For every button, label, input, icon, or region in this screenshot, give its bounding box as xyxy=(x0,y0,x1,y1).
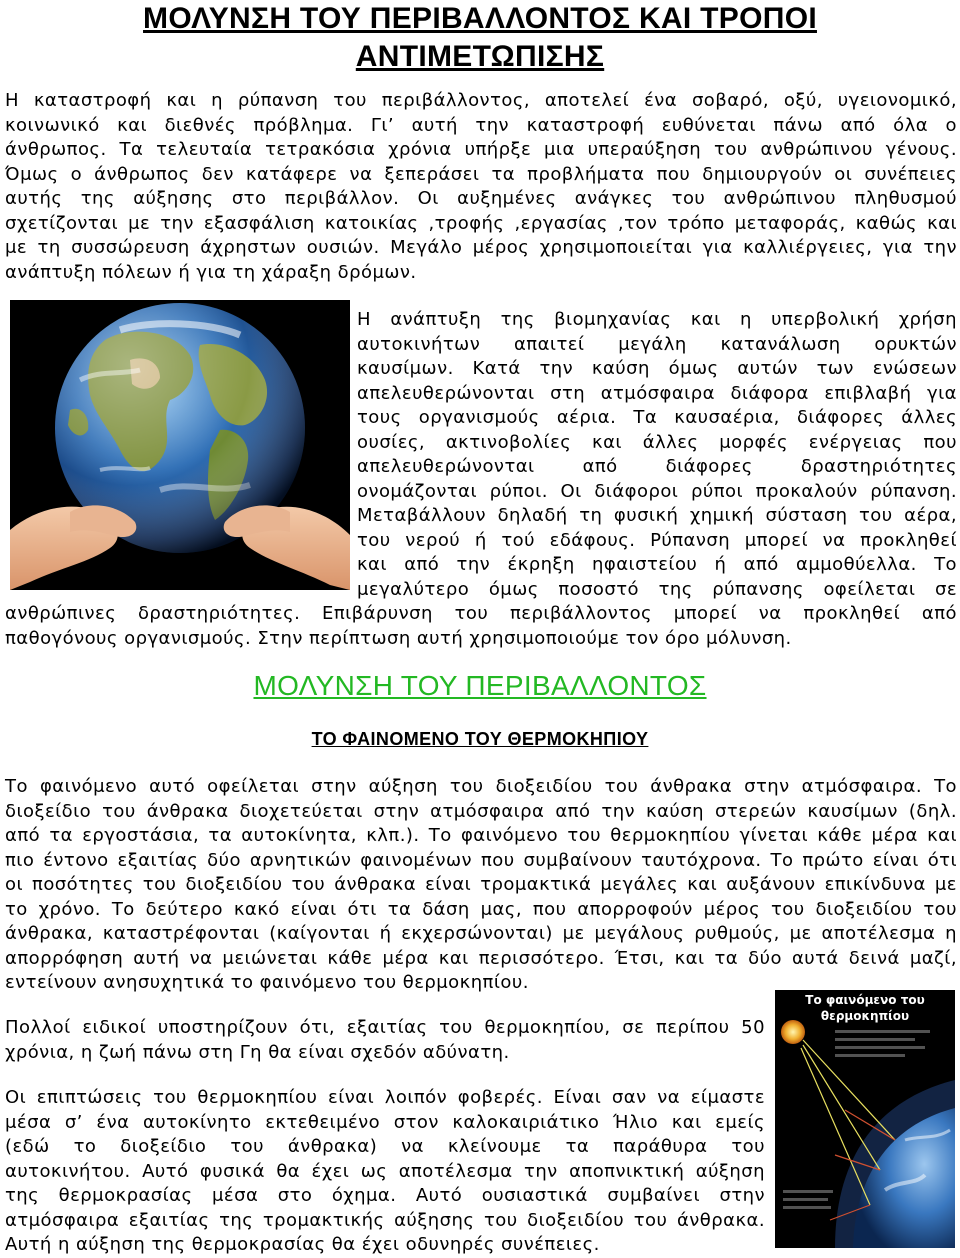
intro-line: Η καταστροφή και η ρύπανση του περιβάλλοντος, αποτελεί ένα σοβαρό, οξύ, υγειονομικό, xyxy=(5,90,957,111)
intro-paragraph xyxy=(5,89,957,285)
greenhouse-paragraph-2 xyxy=(5,1016,765,1065)
intro-line: με τη συσσώρευση άχρηστων ουσιών. Μεγάλο μέρος χρησιμοποιείται για καλλιέργειες, για την xyxy=(5,237,957,258)
industry-line: απελευθερώνονται από διάφορες δραστηριότητες xyxy=(357,456,957,477)
title-line-2: ΑΝΤΙΜΕΤΩΠΙΣΗΣ xyxy=(355,40,605,73)
industry-line: τους οργανισμούς αέρια. Τα καυσαέρια, διάφορες άλλες xyxy=(357,407,957,428)
greenhouse-effect-figure xyxy=(775,990,955,1248)
industry-line: και από την έκρηξη ηφαιστείου ή από αμμοθύελλα. Το xyxy=(357,554,957,575)
greenhouse-line: αυτοκινήτου. Αυτό φυσικά θα έχει ως αποτέλεσμα την αποπνικτική αύξηση xyxy=(5,1160,765,1182)
industry-line: ονομάζονται ρύποι. Οι διάφοροι ρύποι προκαλούν ρύπανση. xyxy=(357,480,957,502)
industry-line: Μεταβάλλουν δηλαδή τη φυσική χημική σύσταση του αέρα, xyxy=(357,505,957,526)
greenhouse-line: πιο έντονο εξαιτίας δύο αρνητικών φαινομένων που συμβαίνουν ταυτόχρονα. Το πρώτο είναι ότι xyxy=(5,849,957,871)
industry-text-column xyxy=(357,308,957,602)
greenhouse-line: απορρόφηση αυτή να μειώνεται κάθε μέρα και περισσότερο. Έτσι, και τα δύο αυτά δεινά μαζί, xyxy=(5,947,957,969)
greenhouse-line: ατμόσφαιρα εξαιτίας της τρομακτικής αύξησης του διοξειδίου του άνθρακα. xyxy=(5,1209,765,1231)
greenhouse-line: Το φαινόμενο αυτό οφείλεται στην αύξηση του διοξειδίου του άνθρακα στην ατμόσφαιρα. Το xyxy=(5,776,957,797)
section-heading: ΜΟΛΥΝΣΗ ΤΟΥ ΠΕΡΙΒΑΛΛΟΝΤΟΣ xyxy=(253,670,707,701)
greenhouse-line: μέσα σ’ ένα αυτοκίνητο εκτεθειμένο στον καλοκαιριάτικο Ήλιο και εμείς xyxy=(5,1111,765,1133)
greenhouse-line: της θερμοκρασίας μέσα στο όχημα. Αυτό ουσιαστικά συμβαίνει στην xyxy=(5,1185,765,1206)
greenhouse-line: (εδώ το διοξείδιο του άνθρακα) να κλείνουμε τα παράθυρα του xyxy=(5,1136,765,1157)
intro-line: αυτής της αύξησης στο περιβάλλον. Οι αυξημένες ανάγκες του ανθρώπινου πληθυσμού xyxy=(5,188,957,209)
section-subheading: ΤΟ ΦΑΙΝΟΜΕΝΟ ΤΟΥ ΘΕΡΜΟΚΗΠΙΟΥ xyxy=(311,729,649,749)
industry-line: ουσίες, ακτινοβολίες και άλλες μορφές ενέργειας που xyxy=(357,431,957,453)
intro-line: σχετίζονται με την εξασφάλιση κατοικίας ,τροφής ,εργασίας ,τον τρόπο μεταφοράς, καθώς και xyxy=(5,212,957,234)
industry-line: αυτοκινήτων απαιτεί μεγάλη κατανάλωση ορυκτών xyxy=(357,333,957,355)
intro-line: ανάπτυξη πόλεων ή για τη χάραξη δρόμων. xyxy=(5,261,417,283)
figure-title: Το φαινόμενο του θερμοκηπίου xyxy=(805,993,925,1023)
greenhouse-line: εντείνουν ανησυχητικά το φαινόμενο του θερμοκηπίου. xyxy=(5,972,529,993)
greenhouse-line: Αυτή η αύξηση της θερμοκρασίας θα έχει οδυνηρές συνέπειες. xyxy=(5,1234,600,1255)
industry-line: Η ανάπτυξη της βιομηχανίας και η υπερβολική χρήση xyxy=(357,309,957,330)
industry-line: απελευθερώνονται στη ατμόσφαιρα διάφορα επιβλαβή για xyxy=(357,382,957,404)
greenhouse-line: από τα εργοστάσια, τα αυτοκίνητα, κλπ.). Το φαινόμενο του θερμοκηπίου γίνεται κάθε μέρα και xyxy=(5,825,957,846)
industry-paragraph-continued xyxy=(5,602,957,651)
greenhouse-line: χρόνια, η ζωή πάνω στη Γη θα είναι σχεδόν αδύνατη. xyxy=(5,1041,510,1063)
greenhouse-paragraph-1 xyxy=(5,775,957,996)
greenhouse-line: Οι επιπτώσεις του θερμοκηπίου είναι λοιπόν φοβερές. Είναι σαν να είμαστε xyxy=(5,1087,765,1108)
intro-line: Όμως ο άνθρωπος δεν κατάφερε να ξεπεράσει τα προβλήματα που δημιουργούν οι συνέπειες xyxy=(5,163,957,185)
page-title xyxy=(40,0,920,76)
intro-line: κοινωνικό και διεθνές πρόβλημα. Γι’ αυτή την καταστροφή ευθύνεται πάνω από όλα ο xyxy=(5,114,957,136)
greenhouse-line: το χρόνο. Το δεύτερο κακό είναι ότι τα δάση μας, που απορροφούν μέρος του διοξειδίου του xyxy=(5,898,957,920)
greenhouse-paragraph-3 xyxy=(5,1086,765,1258)
greenhouse-line: διοξείδιο του άνθρακα διοχετεύεται στην ατμόσφαιρα από την καύση στερεών καυσίμων (δηλ. xyxy=(5,800,957,822)
industry-line: καυσίμων. Κατά την καύση όμως αυτών των ενώσεων xyxy=(357,358,957,379)
earth-in-hands-image xyxy=(10,300,350,590)
industry-line: παθογόνους οργανισμούς. Στην περίπτωση αυτή χρησιμοποιούμε τον όρο μόλυνση. xyxy=(5,627,792,649)
greenhouse-line: άνθρακα, καταστρέφονται (καίγονται ή εκχερσώνονται) με μεγάλους ρυθμούς, με αποτέλεσμα η xyxy=(5,923,957,944)
industry-line: ανθρώπινες δραστηριότητες. Επιβάρυνση του περιβάλλοντος μπορεί να προκληθεί από xyxy=(5,603,957,624)
title-line-1: ΜΟΛΥΝΣΗ ΤΟΥ ΠΕΡΙΒΑΛΛΟΝΤΟΣ ΚΑΙ ΤΡΟΠΟΙ xyxy=(143,2,817,35)
industry-line: του νερού ή τού εδάφους. Ρύπανση μπορεί να προκληθεί xyxy=(357,529,957,551)
greenhouse-line: Πολλοί ειδικοί υποστηρίζουν ότι, εξαιτίας του θερμοκηπίου, σε περίπου 50 xyxy=(5,1017,765,1038)
greenhouse-line: οι ποσότητες του διοξειδίου του άνθρακα είναι τρομακτικά μεγάλες και αυξάνουν επικίνδυνα με xyxy=(5,874,957,895)
intro-line: άνθρωπος. Τα τελευταία τετρακόσια χρόνια υπήρξε μια υπεραύξηση του ανθρώπινου γένους. xyxy=(5,139,957,160)
industry-line: μεγαλύτερο όμως ποσοστό της ρύπανσης οφείλεται σε xyxy=(357,578,957,600)
